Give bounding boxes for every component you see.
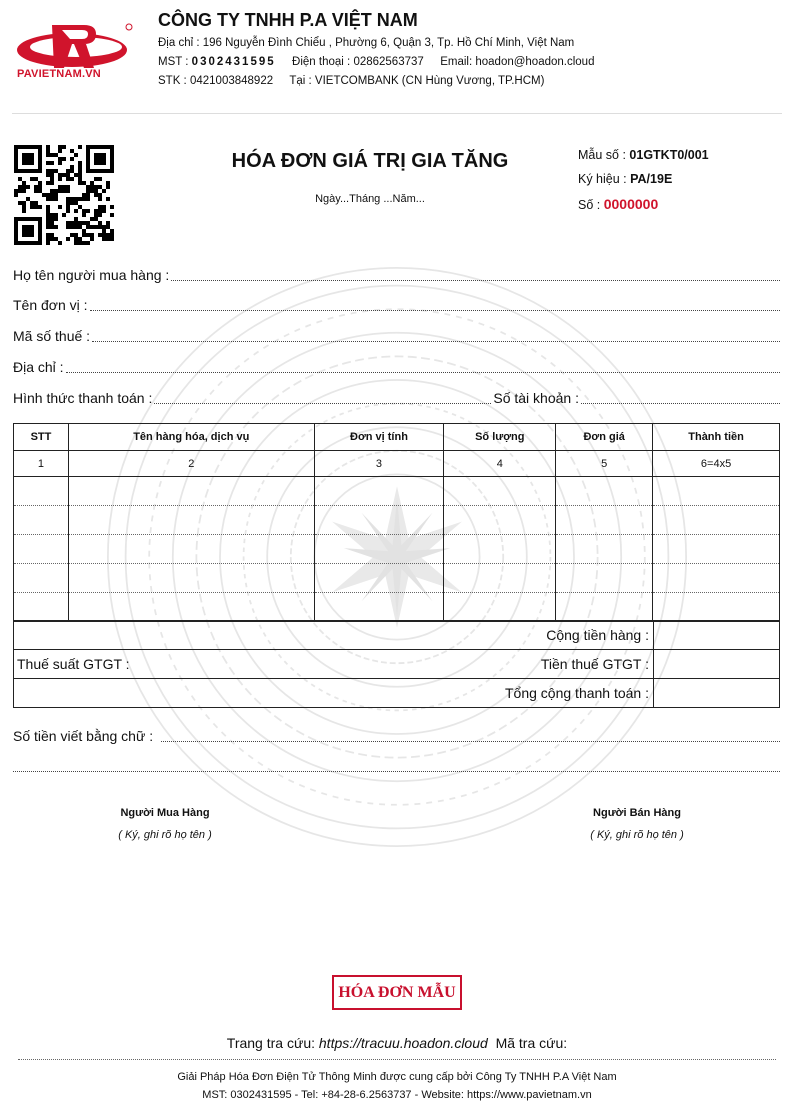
column-index-row [14,451,780,477]
buyer-address-field [13,355,780,375]
table-cell[interactable] [68,477,314,506]
table-row [14,564,780,593]
buyer-signature-hint: ( Ký, ghi rõ họ tên ) [118,829,212,841]
table-cell[interactable] [68,593,314,622]
company-header [12,8,782,114]
unit-name-field [13,293,780,313]
payment-method-label: Hình thức thanh toán : [13,390,153,406]
lookup-line [0,1035,794,1051]
logo-text: PAVIETNAM.VN [17,68,101,80]
amount-words-label: Số tiền viết bằng chữ : [13,728,154,744]
amount-words-field [13,724,780,744]
table-cell[interactable] [68,564,314,593]
header-unit: Đơn vị tính [314,424,444,451]
index-cell: 2 [68,451,314,477]
company-email: hoadon@hoadon.cloud [475,56,595,68]
invoice-number-row [578,196,709,212]
table-cell[interactable] [314,564,444,593]
table-cell[interactable] [653,564,780,593]
subtotal-row [14,621,780,650]
tax-code-field [13,324,780,344]
grand-total-value[interactable] [654,679,780,708]
buyer-name-line[interactable] [171,280,780,281]
buyer-signature-title: Người Mua Hàng [120,807,210,819]
table-cell[interactable] [68,535,314,564]
index-cell: 4 [444,451,556,477]
table-cell[interactable] [444,477,556,506]
buyer-signature [65,807,265,841]
table-cell[interactable] [653,593,780,622]
buyer-name-field [13,263,780,283]
payment-account-field [13,386,780,406]
payment-method-line[interactable] [154,403,491,404]
account-number-line[interactable] [581,403,780,404]
buyer-address-label: Địa chỉ : [13,359,64,375]
lookup-label: Trang tra cứu: [226,1035,315,1051]
table-cell[interactable] [556,506,653,535]
qr-code [14,145,114,245]
bank-label: Tại : [289,75,312,87]
vat-amount-label: Tiền thuế GTGT : [540,656,649,672]
invoice-symbol: PA/19E [630,172,673,186]
invoice-date-line: Ngày...Tháng ...Năm... [315,193,425,205]
table-cell[interactable] [14,535,69,564]
seller-signature [537,807,737,841]
company-info [158,10,594,94]
tax-code-label: Mã số thuế : [13,328,91,344]
table-cell[interactable] [653,477,780,506]
table-cell[interactable] [444,564,556,593]
header-amount: Thành tiền [653,424,780,451]
unit-name-label: Tên đơn vị : [13,297,88,313]
index-cell: 3 [314,451,444,477]
table-cell[interactable] [68,506,314,535]
vat-cell [14,650,654,679]
table-cell[interactable] [556,593,653,622]
grand-total-row [14,679,780,708]
vat-amount-value[interactable] [654,650,780,679]
invoice-number: 0000000 [603,196,659,212]
table-header-row [14,424,780,451]
table-cell[interactable] [14,593,69,622]
company-bank-line [158,75,594,87]
table-row [14,506,780,535]
table-cell[interactable] [556,477,653,506]
address-label: Địa chỉ : [158,37,200,49]
footer-line-1: Giải Pháp Hóa Đơn Điện Tử Thông Minh được cung cấp bởi Công Ty TNHH P.A Việt Nam [177,1071,617,1083]
company-address-line [158,37,594,49]
symbol-row [578,172,709,186]
subtotal-label: Cộng tiền hàng : [14,621,654,650]
amount-words-field-2 [13,754,780,774]
table-row [14,535,780,564]
symbol-label: Ký hiệu : [578,172,627,186]
items-table [13,423,780,622]
table-cell[interactable] [14,506,69,535]
table-row [14,477,780,506]
company-contact-line [158,56,594,68]
number-label: Số : [578,198,601,212]
company-stk: 0421003848922 [189,75,274,87]
stk-label: STK : [158,75,187,87]
unit-name-line[interactable] [90,310,780,311]
buyer-name-label: Họ tên người mua hàng : [13,267,170,283]
grand-total-label: Tổng cộng thanh toán : [14,679,654,708]
company-bank: VIETCOMBANK (CN Hùng Vương, TP.HCM) [314,75,545,87]
table-cell[interactable] [653,535,780,564]
lookup-code-label: Mã tra cứu: [495,1035,568,1051]
table-cell[interactable] [14,477,69,506]
table-cell[interactable] [314,593,444,622]
footer-line-2: MST: 0302431595 - Tel: +84-28-6.2563737 - Website: https://www.pavietnam.vn [202,1089,592,1101]
table-cell[interactable] [314,506,444,535]
invoice-meta [578,148,709,222]
tax-code-line[interactable] [92,341,780,342]
form-label: Mẫu số : [578,148,626,162]
table-row [14,593,780,622]
table-cell[interactable] [444,593,556,622]
vat-row [14,650,780,679]
table-cell[interactable] [314,477,444,506]
email-label: Email: [440,56,473,68]
header-stt: STT [14,424,69,451]
mst-label: MST : [158,56,189,68]
totals-table [13,620,780,708]
company-phone: 02862563737 [353,56,424,68]
index-cell: 6=4x5 [653,451,780,477]
account-number-label: Số tài khoản : [493,390,579,406]
amount-words-line-2[interactable] [13,771,780,772]
table-cell[interactable] [444,506,556,535]
header-quantity: Số lượng [444,424,556,451]
footer [18,1059,776,1104]
company-address: 196 Nguyễn Đình Chiểu , Phường 6, Quận 3, Tp. Hồ Chí Minh, Việt Nam [202,37,575,49]
invoice-title: HÓA ĐƠN GIÁ TRỊ GIA TĂNG [231,150,509,172]
seller-signature-title: Người Bán Hàng [593,807,681,819]
header-goods: Tên hàng hóa, dịch vụ [68,424,314,451]
seller-signature-hint: ( Ký, ghi rõ họ tên ) [590,829,684,841]
table-cell[interactable] [14,564,69,593]
company-name: CÔNG TY TNHH P.A VIỆT NAM [158,10,418,30]
table-cell[interactable] [556,564,653,593]
sample-invoice-stamp: HÓA ĐƠN MẪU [332,975,462,1010]
phone-label: Điện thoại : [292,56,351,68]
table-cell[interactable] [444,535,556,564]
company-mst: 0302431595 [191,56,276,68]
subtotal-value[interactable] [654,621,780,650]
index-cell: 5 [556,451,653,477]
form-number-row [578,148,709,162]
table-cell[interactable] [653,506,780,535]
buyer-address-line[interactable] [66,372,780,373]
form-number: 01GTKT0/001 [629,148,709,162]
table-cell[interactable] [314,535,444,564]
amount-words-line[interactable] [161,741,780,742]
table-cell[interactable] [556,535,653,564]
vat-rate-label: Thuế suất GTGT : [17,656,130,672]
index-cell: 1 [14,451,69,477]
header-price: Đơn giá [556,424,653,451]
lookup-url[interactable]: https://tracuu.hoadon.cloud [318,1035,488,1051]
